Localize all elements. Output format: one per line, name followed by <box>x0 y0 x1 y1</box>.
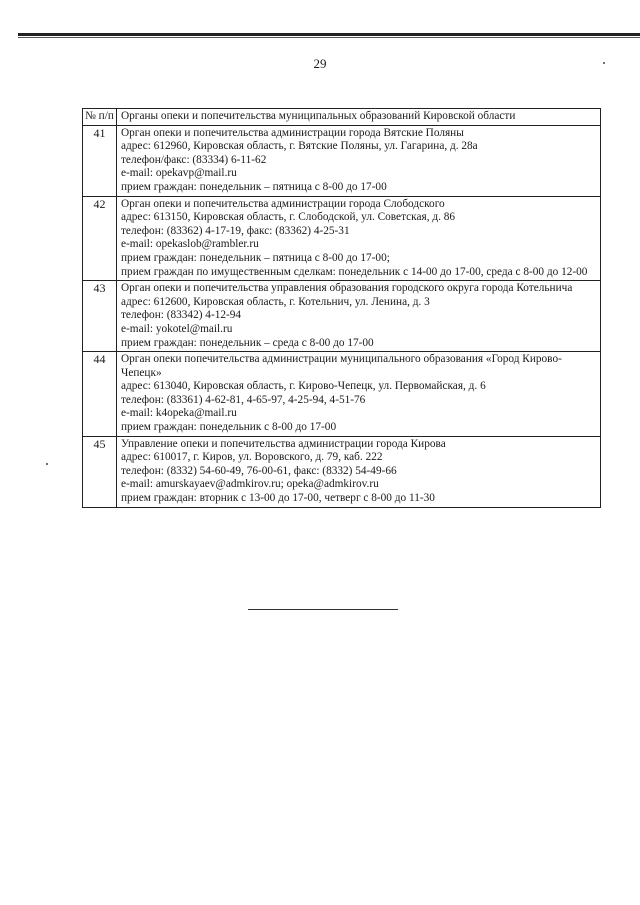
row-number: 45 <box>83 436 117 507</box>
table-row <box>83 352 601 437</box>
row-number: 43 <box>83 281 117 352</box>
phone: телефон: (83361) 4-62-81, 4-65-97, 4-25-94, 4-51-76 <box>121 393 366 406</box>
organization-details <box>117 196 601 281</box>
reception-hours: прием граждан: вторник с 13-00 до 17-00, четверг с 8-00 до 11-30 <box>121 492 435 505</box>
row-number: 42 <box>83 196 117 281</box>
scan-speck <box>46 463 48 465</box>
organization-details <box>117 436 601 507</box>
page-number: 29 <box>313 56 327 71</box>
address: адрес: 612960, Кировская область, г. Вятские Поляны, ул. Гагарина, д. 28а <box>121 140 478 153</box>
table-header-row <box>83 109 601 126</box>
email: e-mail: amurskayaev@admkirov.ru; opeka@admkirov.ru <box>121 478 379 491</box>
reception-hours-extra: прием граждан по имущественным сделкам: понедельник с 14-00 до 17-00, среда с 8-00 до 12-00 <box>121 265 588 278</box>
phone: телефон: (83362) 4-17-19, факс: (83362) 4-25-31 <box>121 224 350 237</box>
phone: телефон: (8332) 54-60-49, 76-00-61, факс: (8332) 54-49-66 <box>121 464 397 477</box>
reception-hours: прием граждан: понедельник – среда с 8-00 до 17-00 <box>121 336 374 349</box>
organization-details <box>117 352 601 437</box>
address: адрес: 612600, Кировская область, г. Котельнич, ул. Ленина, д. 3 <box>121 295 430 308</box>
table-row <box>83 196 601 281</box>
table-row <box>83 436 601 507</box>
top-border-rule-thin <box>18 37 640 38</box>
table-body <box>83 125 601 507</box>
address: адрес: 610017, г. Киров, ул. Воровского, д. 79, каб. 222 <box>121 451 383 464</box>
header-organizations: Органы опеки и попечительства муниципальных образований Кировской области <box>117 109 601 126</box>
email: e-mail: yokotel@mail.ru <box>121 322 233 335</box>
reception-hours: прием граждан: понедельник с 8-00 до 17-00 <box>121 421 337 434</box>
table-row <box>83 281 601 352</box>
email: e-mail: opekavp@mail.ru <box>121 167 237 180</box>
guardianship-registry-table <box>82 108 601 508</box>
phone: телефон: (83342) 4-12-94 <box>121 309 242 322</box>
row-number: 41 <box>83 125 117 196</box>
reception-hours: прием граждан: понедельник – пятница с 8-00 до 17-00 <box>121 180 387 193</box>
organization-name: Орган опеки и попечительства управления образования городского округа города Котельнича <box>121 282 573 295</box>
organization-name: Орган опеки и попечительства администрации города Слободского <box>121 197 445 210</box>
top-border-rule <box>18 33 640 36</box>
organization-name: Орган опеки попечительства администрации муниципального образования «Город Кирово-Чепецк» <box>121 353 562 379</box>
organization-details <box>117 281 601 352</box>
address: адрес: 613150, Кировская область, г. Слободской, ул. Советская, д. 86 <box>121 211 456 224</box>
organization-details <box>117 125 601 196</box>
organization-name: Управление опеки и попечительства администрации города Кирова <box>121 437 446 450</box>
reception-hours: прием граждан: понедельник – пятница с 8-00 до 17-00; <box>121 251 390 264</box>
phone: телефон/факс: (83334) 6-11-62 <box>121 153 267 166</box>
row-number: 44 <box>83 352 117 437</box>
footer-rule <box>248 609 398 610</box>
scan-speck <box>603 62 605 64</box>
email: e-mail: opekaslob@rambler.ru <box>121 238 259 251</box>
header-number: № п/п <box>83 109 117 126</box>
email: e-mail: k4opeka@mail.ru <box>121 407 237 420</box>
table-row <box>83 125 601 196</box>
organization-name: Орган опеки и попечительства администрации города Вятские Поляны <box>121 126 464 139</box>
address: адрес: 613040, Кировская область, г. Кирово-Чепецк, ул. Первомайская, д. 6 <box>121 380 486 393</box>
